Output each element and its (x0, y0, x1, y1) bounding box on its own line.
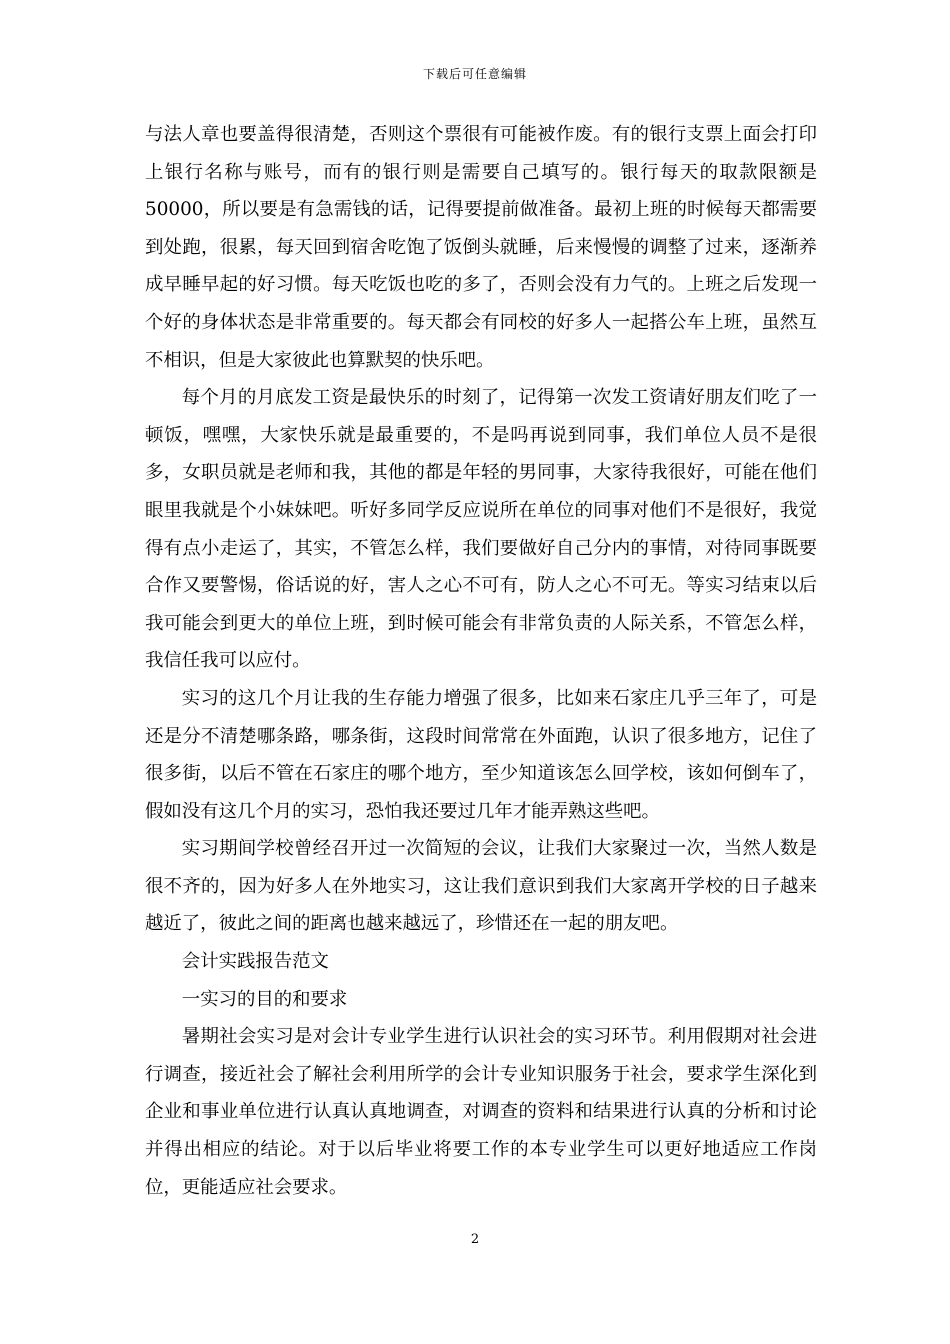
section-title: 会计实践报告范文 (181, 951, 329, 973)
paragraph: 暑期社会实习是对会计专业学生进行认识社会的实习环节。利用假期对社会进行调查，接近社会了解社会利用所学的会计专业知识服务于社会，要求学生深化到企业和事业单位进行认真认真地调查，对调查的资料和结果进行认真的分析和讨论并得出相应的结论。对于以后毕业将要工作的本专业学生可以更好地适应工作岗位，更能适应社会要求。 (145, 1026, 817, 1198)
paragraph-continued: 与法人章也要盖得很清楚，否则这个票很有可能被作废。有的银行支票上面会打印上银行名称与账号，而有的银行则是需要自己填写的。银行每天的取款限额是50000，所以要是有急需钱的话，记得要提前做准备。最初上班的时候每天都需要到处跑，很累，每天回到宿舍吃饱了饭倒头就睡，后来慢慢的调整了过来，逐渐养成早睡早起的好习惯。每天吃饭也吃的多了，否则会没有力气的。上班之后发现一个好的身体状态是非常重要的。每天都会有同校的好多人一起搭公车上班，虽然互不相识，但是大家彼此也算默契的快乐吧。 (145, 124, 817, 371)
section-heading: 一实习的目的和要求 (181, 988, 348, 1010)
document-body (145, 116, 817, 1206)
paragraph: 实习的这几个月让我的生存能力增强了很多，比如来石家庄几乎三年了，可是还是分不清楚哪条路，哪条街，这段时间常常在外面跑，认识了很多地方，记住了很多街，以后不管在石家庄的哪个地方，至少知道该怎么回学校，该如何倒车了，假如没有这几个月的实习，恐怕我还要过几年才能弄熟这些吧。 (145, 687, 817, 822)
page-number: 2 (470, 1232, 480, 1247)
paragraph: 实习期间学校曾经召开过一次简短的会议，让我们大家聚过一次，当然人数是很不齐的，因为好多人在外地实习，这让我们意识到我们大家离开学校的日子越来越近了，彼此之间的距离也越来越远了，珍惜还在一起的朋友吧。 (145, 838, 817, 935)
page-header: 下载后可任意编辑 (422, 67, 527, 81)
paragraph: 每个月的月底发工资是最快乐的时刻了，记得第一次发工资请好朋友们吃了一顿饭，嘿嘿，大家快乐就是最重要的，不是吗再说到同事，我们单位人员不是很多，女职员就是老师和我，其他的都是年轻的男同事，大家待我很好，可能在他们眼里我就是个小妹妹吧。听好多同学反应说所在单位的同事对他们不是很好，我觉得有点小走运了，其实，不管怎么样，我们要做好自己分内的事情，对待同事既要合作又要警惕，俗话说的好，害人之心不可有，防人之心不可无。等实习结束以后我可能会到更大的单位上班，到时候可能会有非常负责的人际关系，不管怎么样，我信任我可以应付。 (145, 387, 817, 672)
